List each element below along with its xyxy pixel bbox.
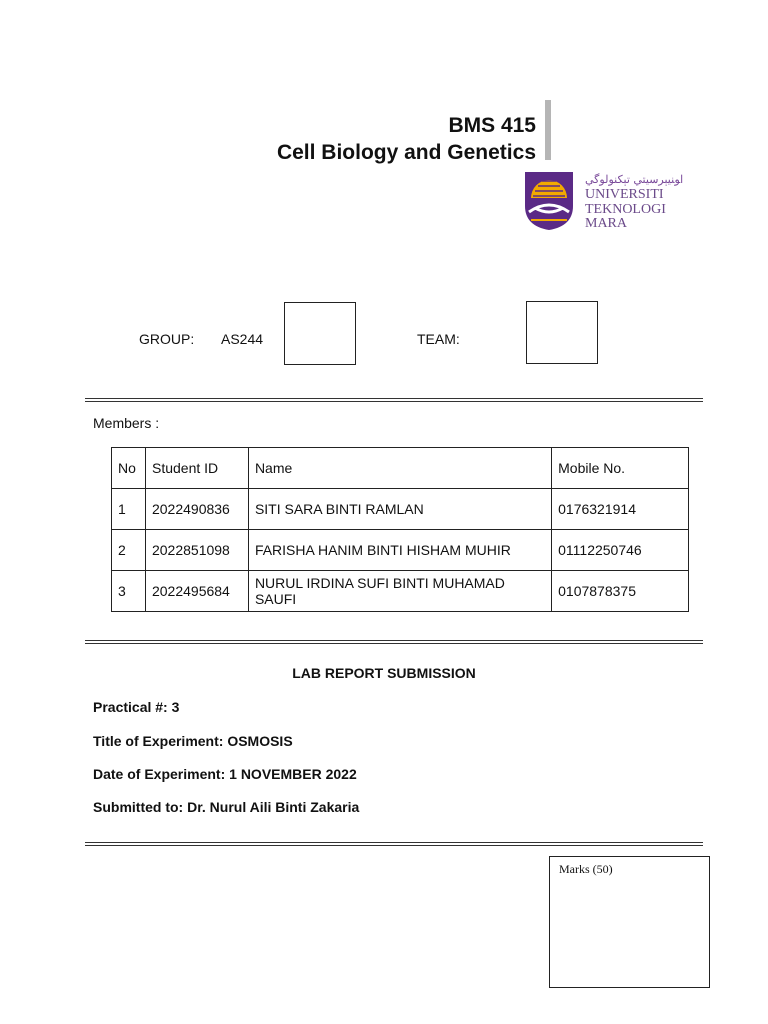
practical-number: Practical #: 3 (93, 699, 180, 715)
table-cell: 1 (112, 489, 146, 530)
logo-text-line1: UNIVERSITI (585, 187, 664, 202)
experiment-title: Title of Experiment: OSMOSIS (93, 733, 293, 749)
table-cell: 2022490836 (145, 489, 248, 530)
submitted-to: Submitted to: Dr. Nurul Aili Binti Zakaria (93, 799, 360, 815)
column-header: No (112, 448, 146, 489)
table-cell: SITI SARA BINTI RAMLAN (248, 489, 551, 530)
group-value: AS244 (221, 331, 264, 347)
logo-text-line2: TEKNOLOGI (585, 202, 666, 217)
table-header-row (112, 448, 689, 489)
course-code: BMS 415 (448, 114, 536, 137)
experiment-date: Date of Experiment: 1 NOVEMBER 2022 (93, 766, 357, 782)
column-header: Name (248, 448, 551, 489)
table-cell: 2022851098 (145, 530, 248, 571)
divider-line (85, 398, 703, 402)
table-cell: NURUL IRDINA SUFI BINTI MUHAMAD SAUFI (248, 571, 551, 612)
marks-label: Marks (50) (559, 862, 613, 876)
table-cell: FARISHA HANIM BINTI HISHAM MUHIR (248, 530, 551, 571)
divider-line (85, 842, 703, 846)
team-label: TEAM: (417, 331, 460, 347)
group-box (284, 302, 356, 365)
divider-line (85, 640, 703, 644)
group-label: GROUP: (139, 331, 195, 347)
table-cell: 2022495684 (145, 571, 248, 612)
table-cell: 01112250746 (552, 530, 689, 571)
column-header: Mobile No. (552, 448, 689, 489)
table-cell: 2 (112, 530, 146, 571)
table-row (112, 489, 689, 530)
header-divider-bar (545, 100, 551, 160)
logo-text-line3: MARA (585, 216, 628, 231)
table-row (112, 530, 689, 571)
members-table (111, 447, 689, 612)
course-name: Cell Biology and Genetics (276, 141, 536, 164)
uitm-logo (523, 168, 684, 232)
members-label: Members : (93, 415, 160, 431)
table-row (112, 571, 689, 612)
submission-heading: LAB REPORT SUBMISSION (292, 665, 476, 681)
table-cell: 3 (112, 571, 146, 612)
team-box (526, 301, 598, 364)
column-header: Student ID (145, 448, 248, 489)
marks-box (549, 856, 710, 988)
table-cell: 0176321914 (552, 489, 689, 530)
logo-jawi-script: ﺍﻮﻨﻴﯧﺮﺳﻴﺘﻲ ﺗﯧﻜﻨﻮﻟﻮﮔﻲ (585, 173, 684, 186)
table-cell: 0107878375 (552, 571, 689, 612)
